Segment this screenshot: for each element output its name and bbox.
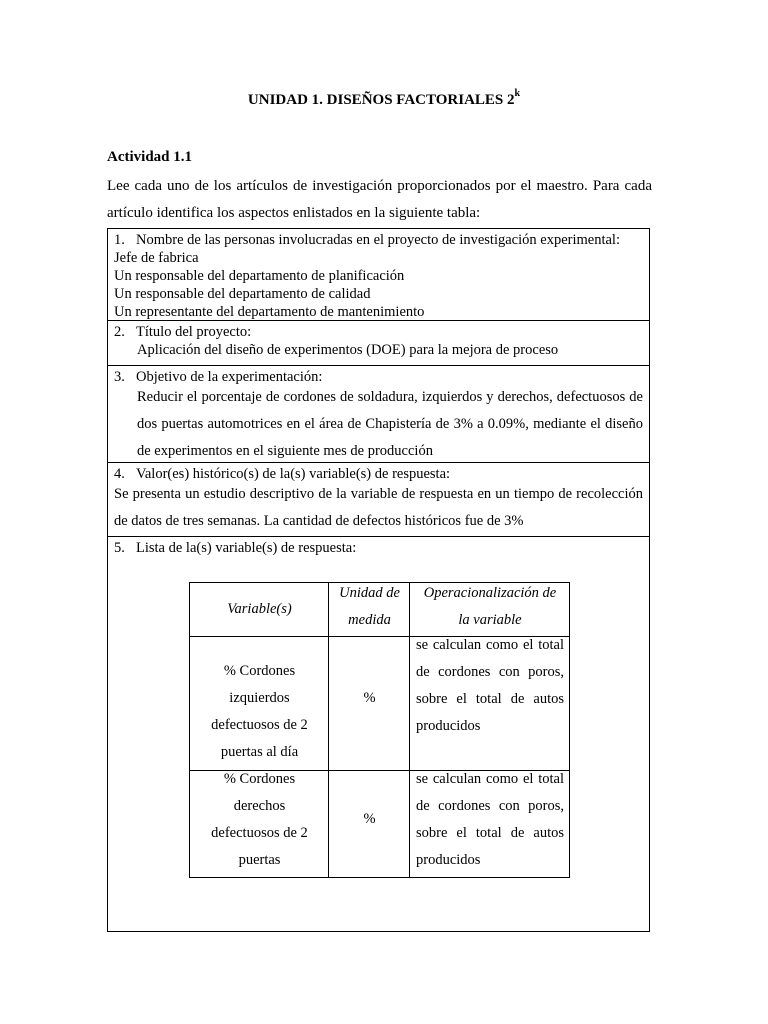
section-heading: 4. Valor(es) histórico(s) de la(s) variable(s) de respuesta: bbox=[114, 466, 451, 482]
section-historical-values bbox=[108, 463, 649, 537]
table-row-1-operationalization: se calculan como el total de cordones con poros, sobre el total de autos producidos bbox=[416, 637, 564, 734]
section-people bbox=[108, 229, 649, 321]
list-item: Un representante del departamento de mantenimiento bbox=[114, 304, 425, 320]
list-item: Un responsable del departamento de calidad bbox=[114, 286, 371, 302]
header-operationalization: Operacionalización de la variable bbox=[423, 585, 557, 628]
table-row-1-unit: % bbox=[363, 690, 376, 706]
header-variable: Variable(s) bbox=[227, 601, 292, 617]
objective-text: Reducir el porcentaje de cordones de soldadura, izquierdos y derechos, defectuosos de dos puertas automotrices en el área de Chapistería de 3% a 0.09%, mediante el diseño de experimentos en el siguiente mes de producción bbox=[137, 389, 643, 459]
historical-values-text: Se presenta un estudio descriptivo de la variable de respuesta en un tiempo de recolección de datos de tres semanas. La cantidad de defectos históricos fue de 3% bbox=[114, 486, 643, 529]
section-project-title bbox=[108, 321, 649, 366]
section-response-variables bbox=[108, 537, 649, 931]
list-item: Jefe de fabrica bbox=[114, 250, 199, 266]
section-heading: 3. Objetivo de la experimentación: bbox=[114, 369, 323, 385]
response-variables-table bbox=[189, 582, 570, 878]
project-title-text: Aplicación del diseño de experimentos (DOE) para la mejora de proceso bbox=[137, 342, 559, 358]
people-list bbox=[114, 249, 424, 321]
section-objective bbox=[108, 366, 649, 463]
section-heading: 1. Nombre de las personas involucradas en el proyecto de investigación experimental: bbox=[114, 232, 620, 248]
title-superscript: k bbox=[514, 88, 521, 99]
intro-paragraph: Lee cada uno de los artículos de investigación proporcionados por el maestro. Para cada artículo identifica los aspectos enlistados en la siguiente tabla: bbox=[107, 178, 652, 221]
activity-table bbox=[107, 228, 650, 932]
document-title: UNIDAD 1. DISEÑOS FACTORIALES 2$^k$ bbox=[247, 88, 521, 108]
table-row-1-variable: % Cordones izquierdos defectuosos de 2 puertas al día bbox=[211, 663, 308, 760]
section-heading: 5. Lista de la(s) variable(s) de respuesta: bbox=[114, 540, 357, 556]
table-row-2-variable: % Cordones derechos defectuosos de 2 puertas bbox=[211, 771, 308, 868]
table-row-2-operationalization: se calculan como el total de cordones con poros, sobre el total de autos producidos bbox=[416, 771, 564, 868]
list-item: Un responsable del departamento de planificación bbox=[114, 268, 405, 284]
section-heading: 2. Título del proyecto: bbox=[114, 324, 252, 340]
activity-heading: Actividad 1.1 bbox=[107, 149, 193, 165]
header-unit: Unidad de medida bbox=[339, 585, 400, 628]
table-row-2-unit: % bbox=[363, 811, 376, 827]
